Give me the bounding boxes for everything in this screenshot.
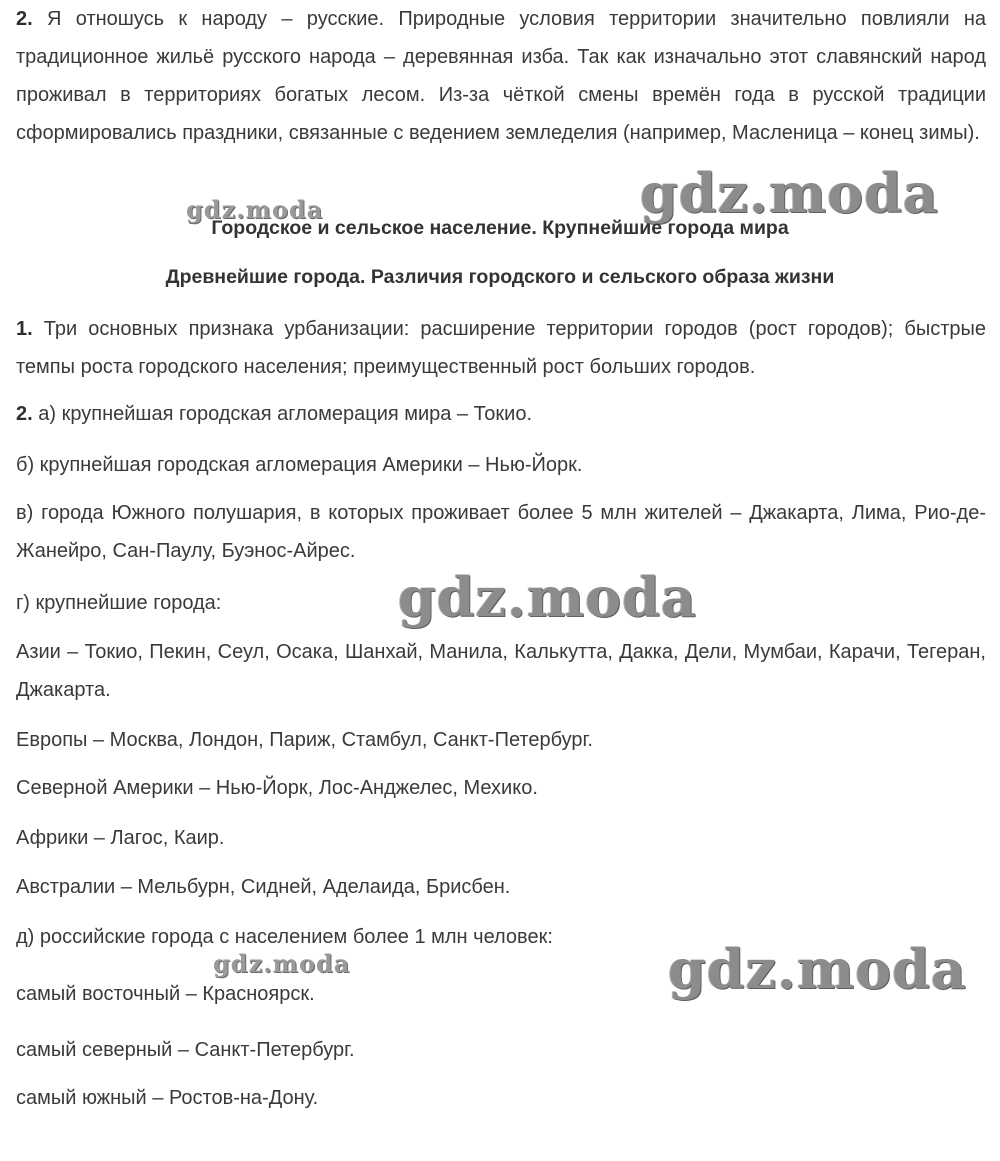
answer-b: б) крупнейшая городская агломерация Америки – Нью-Йорк.	[16, 454, 583, 476]
watermark-logo: gdz.moda	[640, 161, 939, 225]
watermark-logo: gdz.moda	[668, 937, 967, 1001]
item-number: 2.	[16, 403, 33, 425]
answer-a-text: а) крупнейшая городская агломерация мира – Токио.	[38, 403, 533, 425]
cities-australia: Австралии – Мельбурн, Сидней, Аделаида, Брисбен.	[16, 876, 511, 898]
paragraph-text: Я отношусь к народу – русские. Природные условия территории значительно повлияли на традиционное жильё русского народа – деревянная изба. Так как изначально этот славянский народ проживал в территориях богатых лесом. Из-за чёткой смены времён года в русской традиции сформировались праздники, связанные с ведением земледелия (например, Масленица – конец зимы).	[16, 8, 987, 144]
cities-europe: Европы – Москва, Лондон, Париж, Стамбул, Санкт-Петербург.	[16, 729, 593, 751]
watermark-logo-small: gdz.moda	[186, 195, 324, 224]
answer-v: в) города Южного полушария, в которых проживает более 5 млн жителей – Джакарта, Лима, Рио-де-Жанейро, Сан-Паулу, Буэнос-Айрес.	[16, 502, 986, 562]
city-east: самый восточный – Красноярск.	[16, 983, 315, 1005]
watermark-logo-small: gdz.moda	[213, 949, 351, 978]
cities-africa: Африки – Лагос, Каир.	[16, 827, 225, 849]
answer-g: г) крупнейшие города:	[16, 592, 222, 614]
paragraph-nation	[16, 0, 986, 152]
answer-d: д) российские города с населением более 1 млн человек:	[16, 926, 553, 948]
paragraph-urbanization	[16, 310, 986, 386]
answer-a	[16, 395, 986, 433]
cities-asia: Азии – Токио, Пекин, Сеул, Осака, Шанхай, Манила, Калькутта, Дакка, Дели, Мумбаи, Карачи, Тегеран, Джакарта.	[16, 641, 986, 701]
watermark-logo: gdz.moda	[398, 565, 697, 629]
item-number: 2.	[16, 8, 33, 30]
paragraph-text: Три основных признака урбанизации: расширение территории городов (рост городов); быстрые темпы роста городского населения; преимущественный рост больших городов.	[16, 318, 986, 378]
city-south: самый южный – Ростов-на-Дону.	[16, 1087, 319, 1109]
cities-north-america: Северной Америки – Нью-Йорк, Лос-Анджелес, Мехико.	[16, 777, 538, 799]
section-heading: Городское и сельское население. Крупнейшие города мира	[211, 217, 789, 239]
subsection-heading: Древнейшие города. Различия городского и сельского образа жизни	[165, 266, 835, 288]
city-north: самый северный – Санкт-Петербург.	[16, 1039, 355, 1061]
item-number: 1.	[16, 318, 33, 340]
